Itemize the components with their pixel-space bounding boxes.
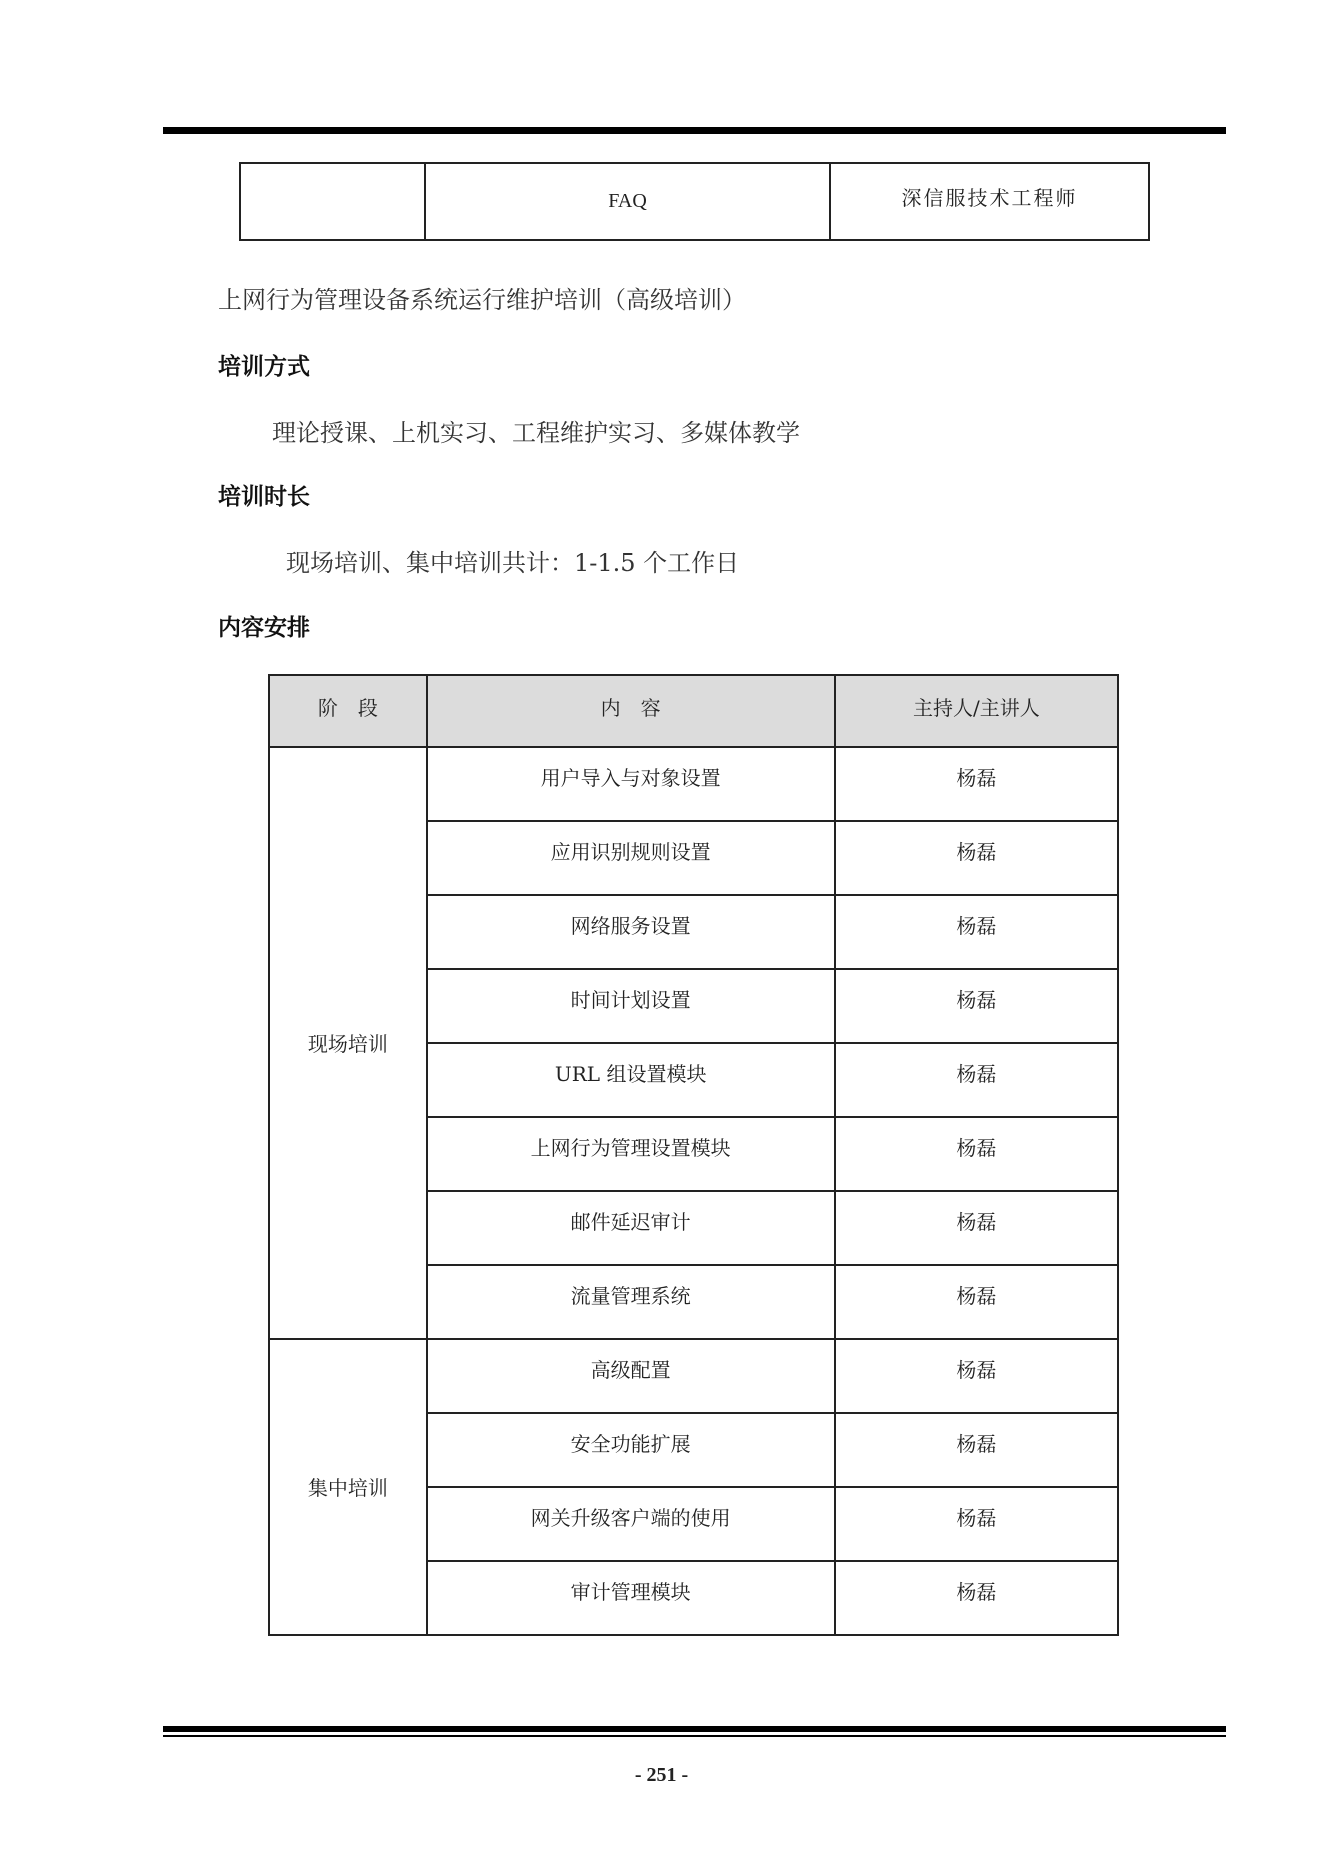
page-number: - 251 - [634, 1764, 689, 1786]
header-cell-faq: FAQ [425, 163, 830, 240]
section-heading-training-duration: 培训时长 [218, 484, 310, 510]
content-cell: 时间计划设置 [427, 969, 835, 1043]
header-cell-blank [240, 163, 425, 240]
content-cell: 安全功能扩展 [427, 1413, 835, 1487]
schedule-table [268, 674, 1119, 1636]
header-rule [163, 127, 1226, 134]
column-header-host: 主持人/主讲人 [835, 675, 1118, 747]
column-header-stage: 阶 段 [269, 675, 427, 747]
host-cell: 杨磊 [835, 821, 1118, 895]
table-header-row [269, 675, 1118, 747]
content-cell: 流量管理系统 [427, 1265, 835, 1339]
content-cell: 上网行为管理设置模块 [427, 1117, 835, 1191]
document-title: 上网行为管理设备系统运行维护培训（高级培训） [218, 286, 746, 314]
content-cell: 网络服务设置 [427, 895, 835, 969]
table-row [269, 1339, 1118, 1413]
section-body-training-duration: 现场培训、集中培训共计：1-1.5 个工作日 [286, 549, 740, 577]
content-cell: 高级配置 [427, 1339, 835, 1413]
content-cell: URL 组设置模块 [427, 1043, 835, 1117]
column-header-content: 内 容 [427, 675, 835, 747]
schedule-body [269, 747, 1118, 1635]
host-cell: 杨磊 [835, 1487, 1118, 1561]
table-row [269, 747, 1118, 821]
host-cell: 杨磊 [835, 895, 1118, 969]
content-cell: 应用识别规则设置 [427, 821, 835, 895]
section-heading-content-schedule: 内容安排 [218, 615, 310, 641]
header-cell-author: 深信服技术工程师 [830, 163, 1149, 240]
footer-rule [163, 1726, 1226, 1732]
host-cell: 杨磊 [835, 1561, 1118, 1635]
host-cell: 杨磊 [835, 1191, 1118, 1265]
host-cell: 杨磊 [835, 1265, 1118, 1339]
content-cell: 用户导入与对象设置 [427, 747, 835, 821]
content-cell: 网关升级客户端的使用 [427, 1487, 835, 1561]
host-cell: 杨磊 [835, 1339, 1118, 1413]
host-cell: 杨磊 [835, 969, 1118, 1043]
stage-cell: 集中培训 [269, 1339, 427, 1635]
host-cell: 杨磊 [835, 1043, 1118, 1117]
footer-rule-thin [163, 1735, 1226, 1737]
content-cell: 审计管理模块 [427, 1561, 835, 1635]
stage-cell: 现场培训 [269, 747, 427, 1339]
host-cell: 杨磊 [835, 1413, 1118, 1487]
document-header-table [239, 162, 1150, 241]
host-cell: 杨磊 [835, 747, 1118, 821]
content-cell: 邮件延迟审计 [427, 1191, 835, 1265]
section-heading-training-method: 培训方式 [218, 354, 310, 380]
section-body-training-method: 理论授课、上机实习、工程维护实习、多媒体教学 [272, 419, 800, 447]
host-cell: 杨磊 [835, 1117, 1118, 1191]
